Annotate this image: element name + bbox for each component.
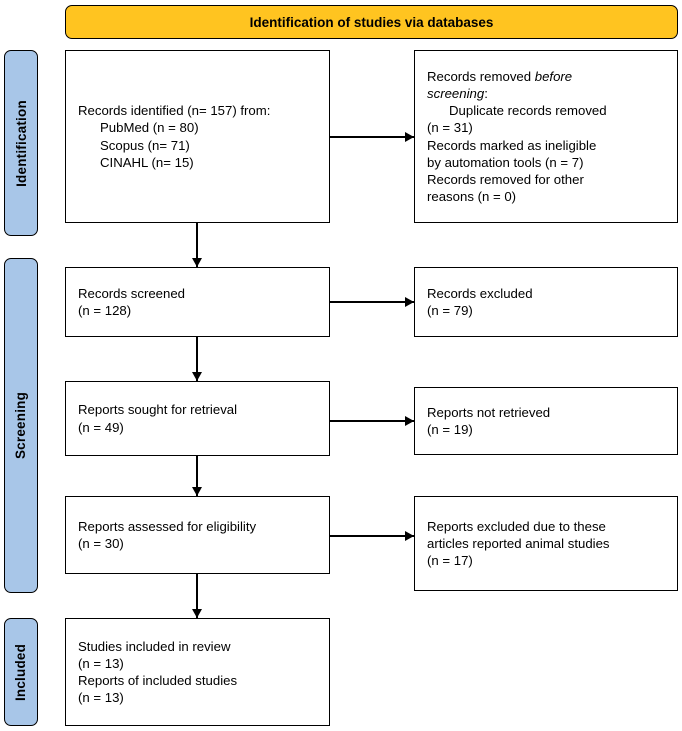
arrow-assessed-to-included xyxy=(196,574,198,618)
records-removed-line-6: by automation tools (n = 7) xyxy=(427,154,584,170)
records-screened-line-1: Records screened xyxy=(78,285,186,301)
reports-assessed-line-2: (n = 30) xyxy=(78,536,124,551)
arrow-sought-to-assessed xyxy=(196,456,198,496)
box-studies-included xyxy=(65,618,330,726)
records-removed-line-3: Duplicate records removed xyxy=(449,103,607,119)
records-removed-line-2 xyxy=(427,85,665,102)
phase-label-screening-text: Screening xyxy=(13,391,29,460)
records-removed-line-2-text: : xyxy=(484,86,488,102)
box-records-identified xyxy=(65,50,330,223)
arrow-identified-to-removed xyxy=(330,136,414,138)
reports-sought-line-2: (n = 49) xyxy=(78,419,124,435)
phase-label-identification-text: Identification xyxy=(13,99,29,187)
studies-included-line-1: Studies included in review xyxy=(78,638,231,654)
records-removed-line-7: Records removed for other xyxy=(427,171,584,187)
records-removed-line-2-emphasis: screening xyxy=(427,86,485,102)
arrow-screened-to-excluded xyxy=(330,301,414,303)
records-removed-line-4: (n = 31) xyxy=(427,120,473,136)
reports-sought-line-1: Reports sought for retrieval xyxy=(78,402,238,418)
records-removed-line-1-emphasis: before xyxy=(534,68,573,84)
box-reports-not-retrieved xyxy=(414,387,678,455)
reports-excluded-line-1: Reports excluded due to these xyxy=(427,518,606,534)
reports-not-retrieved-line-1: Reports not retrieved xyxy=(427,404,551,420)
box-reports-sought xyxy=(65,381,330,456)
arrow-screened-to-sought xyxy=(196,337,198,381)
phase-label-identification xyxy=(4,50,38,236)
box-records-screened xyxy=(65,267,330,337)
records-removed-line-1 xyxy=(427,68,665,85)
records-identified-line-2: PubMed (n = 80) xyxy=(100,120,199,136)
records-identified-line-1: Records identified (n= 157) from: xyxy=(78,103,271,119)
arrow-assessed-to-excluded xyxy=(330,535,414,537)
studies-included-line-4: (n = 13) xyxy=(78,690,124,706)
records-identified-line-4: CINAHL (n= 15) xyxy=(100,154,194,170)
records-removed-line-5: Records marked as ineligible xyxy=(427,137,597,153)
phase-label-included xyxy=(4,618,38,726)
box-reports-assessed xyxy=(65,496,330,574)
studies-included-line-2: (n = 13) xyxy=(78,655,124,671)
reports-excluded-line-3: (n = 17) xyxy=(427,553,473,569)
records-excluded-line-1: Records excluded xyxy=(427,285,533,301)
records-screened-line-2: (n = 128) xyxy=(78,303,132,318)
studies-included-line-3: Reports of included studies xyxy=(78,673,238,688)
phase-label-screening xyxy=(4,258,38,593)
reports-excluded-line-2: articles reported animal studies xyxy=(427,535,610,551)
records-removed-line-8: reasons (n = 0) xyxy=(427,188,517,204)
records-identified-line-3: Scopus (n= 71) xyxy=(100,137,190,153)
reports-not-retrieved-line-2: (n = 19) xyxy=(427,422,473,437)
records-excluded-line-2: (n = 79) xyxy=(427,303,473,318)
arrow-sought-to-not-retrieved xyxy=(330,420,414,422)
box-records-excluded xyxy=(414,267,678,337)
box-reports-excluded-reasons xyxy=(414,496,678,591)
records-removed-line-1-text: Records removed xyxy=(427,68,535,84)
arrow-identified-to-screened xyxy=(196,223,198,267)
diagram-title-banner: Identification of studies via databases xyxy=(65,5,678,39)
reports-assessed-line-1: Reports assessed for eligibility xyxy=(78,518,257,534)
box-records-removed xyxy=(414,50,678,223)
phase-label-included-text: Included xyxy=(13,643,29,701)
